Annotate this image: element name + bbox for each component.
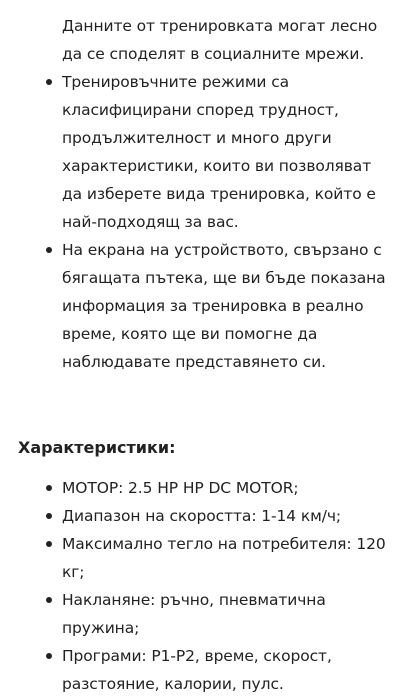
bullet-icon [46,653,52,659]
spec-item-speed [0,502,401,530]
feature-text: Тренировъчните режими са класифицирани според трудност, продължителност и много други характеристики, които ви позволяват да изберете вида тренировка, който е най-подходящ за вас. [62,73,376,231]
feature-text: На екрана на устройството, свързано с бягащата пътека, ще ви бъде показана информация за тренировка в реално време, която ще ви помогне да наблюдавате представянето си. [62,241,386,371]
spec-item-max-weight [0,530,401,586]
spec-text: Накланяне: ръчно, пневматична пружина; [62,591,326,637]
bullet-icon [46,485,52,491]
spec-text: Програми: P1-P2, време, скорост, разстояние, калории, пулс. [62,647,332,693]
specs-list [0,474,401,698]
spec-text: Максимално тегло на потребителя: 120 кг; [62,535,386,581]
bullet-icon [46,247,52,253]
bullet-icon [46,79,52,85]
spec-text: Диапазон на скоростта: 1-14 км/ч; [62,507,342,525]
spec-item-programs [0,642,401,698]
intro-continuation-text: Данните от тренировката могат лесно да се споделят в социалните мрежи. [62,17,378,63]
spec-text: МОТОР: 2.5 HP HP DC MOTOR; [62,479,299,497]
spec-item-incline [0,586,401,642]
feature-item-training-modes [0,68,401,236]
specs-heading: Характеристики: [18,438,176,457]
feature-item-realtime-info [0,236,401,376]
features-list [0,68,401,376]
bullet-icon [46,597,52,603]
bullet-icon [46,541,52,547]
spec-item-motor [0,474,401,502]
bullet-icon [46,513,52,519]
